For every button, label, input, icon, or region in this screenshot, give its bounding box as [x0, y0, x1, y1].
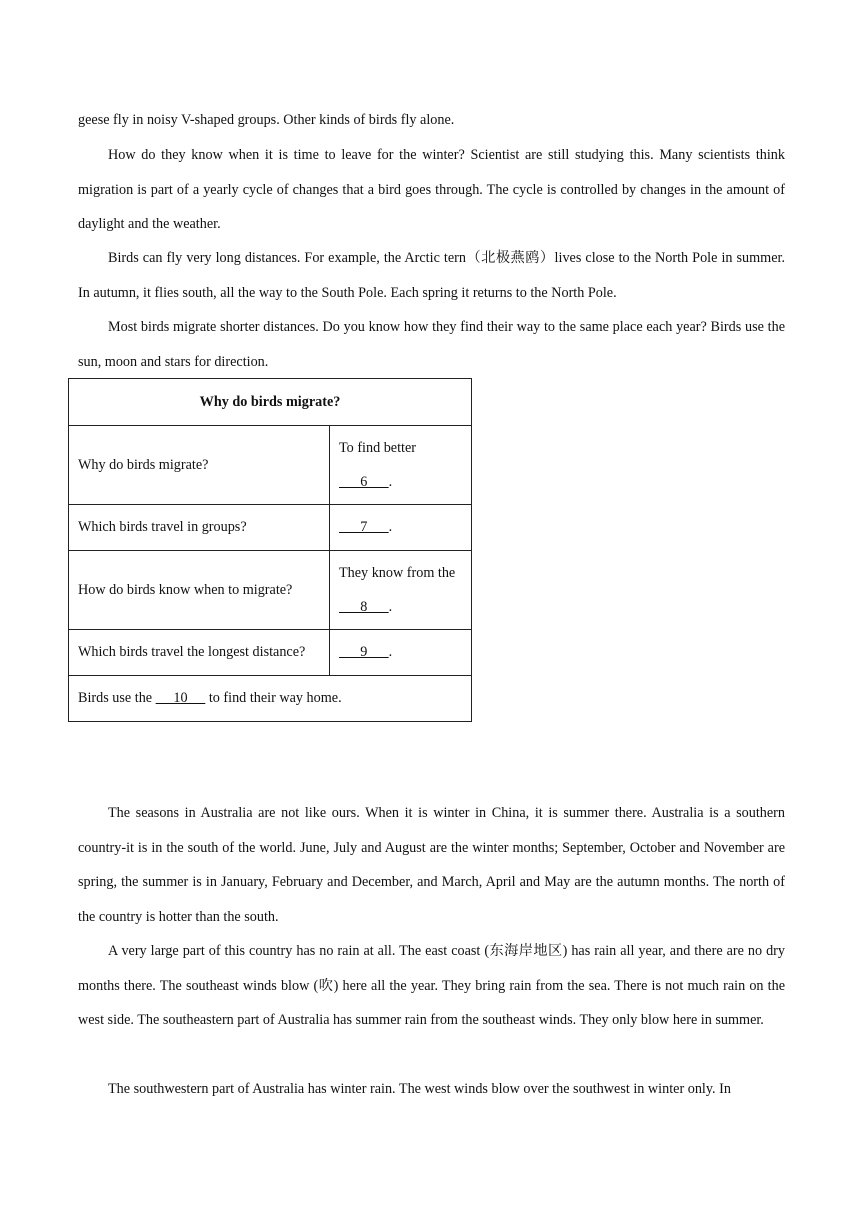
answer-period: .	[388, 599, 393, 615]
answer-text: To find better	[339, 440, 417, 456]
passage2-paragraph-2: A very large part of this country has no rain at all. The east coast (东海岸地区) has rain all year, and there are no dry months there. The southeast winds blow (吹) here all the year. They bring rain from the sea. There is not much rain on the west side. The southeastern part of Australia has summer rain from the southeast winds. They only blow here in summer.	[78, 943, 785, 1028]
passage2-paragraph-3: The southwestern part of Australia has winter rain. The west winds blow over the southwest in winter only. In	[108, 1081, 731, 1097]
passage1-line0: geese fly in noisy V-shaped groups. Other kinds of birds fly alone.	[78, 112, 455, 128]
answer-blank[interactable]: 8	[339, 599, 389, 615]
passage2-paragraph-1: The seasons in Australia are not like ours. When it is winter in China, it is summer there. Australia is a southern country-it is in the south of the world. June, July and August are the winter months; September, October and November are spring, the summer is in January, February and December, and March, April and May are the autumn months. The north of the country is hotter than the south.	[78, 805, 785, 925]
answer-text: They know from the	[339, 565, 456, 581]
table-answer	[330, 551, 472, 630]
table-last-row	[69, 676, 472, 722]
answer-blank[interactable]: 6	[339, 474, 389, 490]
answer-blank[interactable]: 7	[339, 519, 389, 535]
passage1-paragraph-2: Birds can fly very long distances. For example, the Arctic tern（北极燕鸥）lives close to the North Pole in summer. In autumn, it flies south, all the way to the South Pole. Each spring it returns to the North Pole.	[78, 250, 785, 301]
answer-period: .	[388, 644, 393, 660]
table-row	[69, 426, 472, 505]
table-answer	[330, 505, 472, 551]
passage1-paragraph-1: How do they know when it is time to leave for the winter? Scientist are still studying this. Many scientists think migration is part of a yearly cycle of changes that a bird goes through. The cycle is controlled by changes in the amount of daylight and the weather.	[78, 147, 785, 232]
table-row	[69, 505, 472, 551]
table-question: Why do birds migrate?	[69, 426, 330, 505]
passage1-paragraph-3: Most birds migrate shorter distances. Do you know how they find their way to the same place each year? Birds use the sun, moon and stars for direction.	[78, 319, 785, 370]
table-answer	[330, 630, 472, 676]
table-row	[69, 551, 472, 630]
answer-blank[interactable]: 9	[339, 644, 389, 660]
table-answer	[330, 426, 472, 505]
table-header-row	[69, 379, 472, 426]
table-title: Why do birds migrate?	[69, 379, 472, 426]
answer-period: .	[388, 519, 393, 535]
table-statement	[69, 676, 472, 722]
table-question: Which birds travel the longest distance?	[69, 630, 330, 676]
statement-suffix: to find their way home.	[205, 690, 342, 706]
table-row	[69, 630, 472, 676]
statement-prefix: Birds use the	[78, 690, 156, 706]
table-question: Which birds travel in groups?	[69, 505, 330, 551]
table-question: How do birds know when to migrate?	[69, 551, 330, 630]
answer-period: .	[388, 474, 393, 490]
migration-table	[68, 378, 472, 722]
answer-blank[interactable]: 10	[155, 690, 206, 706]
